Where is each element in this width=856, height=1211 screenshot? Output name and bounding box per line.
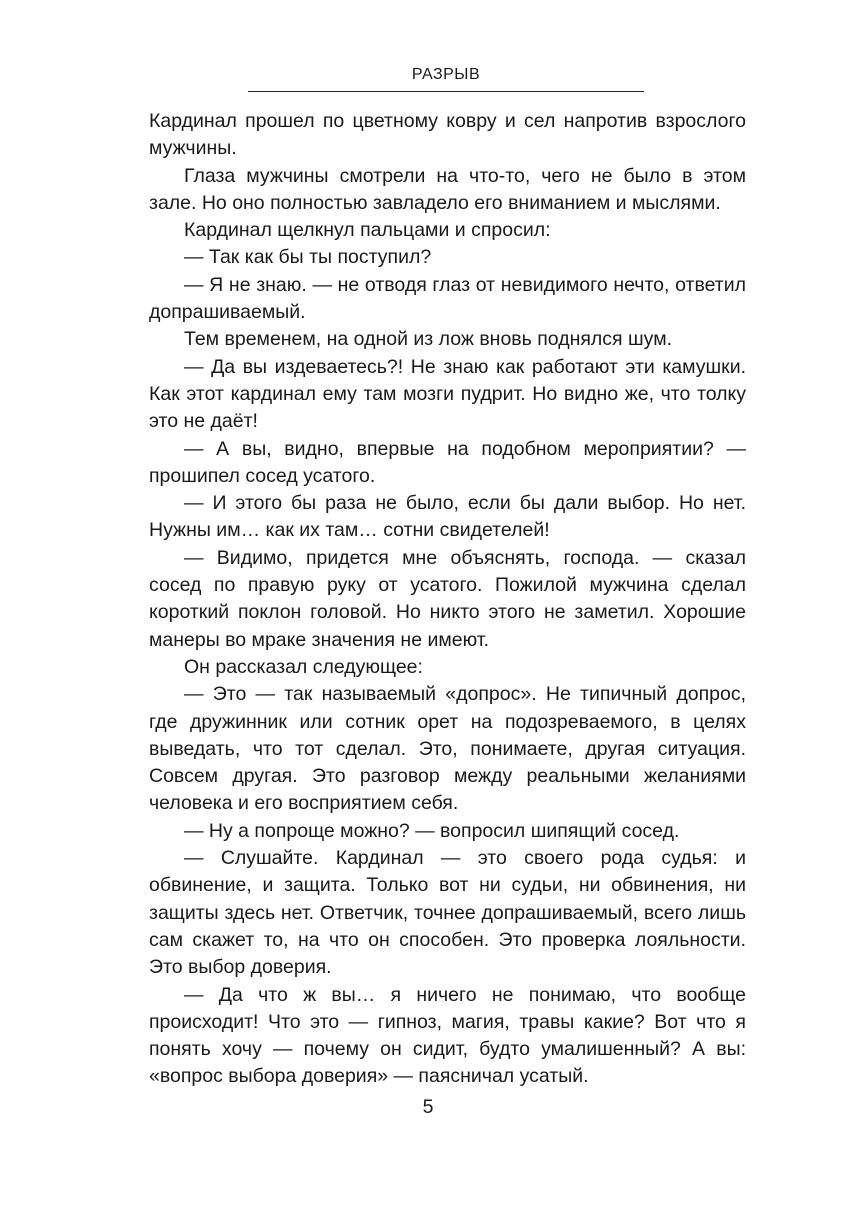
paragraph: Кардинал щелкнул пальцами и спросил: [184,219,551,242]
paragraph: — Так как бы ты поступил? [184,246,432,269]
paragraph: — Я не знаю. — не отводя глаз от невидимого нечто, ответил допрашиваемый. [149,273,746,324]
paragraph: — Слушайте. Кардинал — это своего рода судья: и обвинение, и защита. Только вот ни судьи, ни обвинения, ни защиты здесь нет. Ответчик, точнее допрашиваемый, всего лишь сам скажет то, на что он способен. Это проверка лояльности. Это выбор доверия. [149,847,746,979]
paragraph: — Ну а попроще можно? — вопросил шипящий сосед. [184,819,680,842]
paragraph: — Это — так называемый «допрос». Не типичный допрос, где дружинник или сотник орет на подозреваемого, в целях выведать, что тот сделал. Это, понимаете, другая ситуация. Совсем другая. Это разговор между реальными желаниями человека и его восприятием себя. [149,683,746,815]
paragraph: Глаза мужчины смотрели на что-то, чего не было в этом зале. Но оно полностью завладело его вниманием и мыслями. [149,164,746,214]
paragraph: — И этого бы раза не было, если бы дали выбор. Но нет. Нужны им… как их там… сотни свидетелей! [149,492,746,542]
page-number: 5 [422,1096,434,1118]
header-rule [248,91,644,92]
paragraph: Кардинал прошел по цветному ковру и сел напротив взрослого мужчины. [149,110,746,160]
paragraph: Тем временем, на одной из лож вновь поднялся шум. [184,328,673,351]
text-body [149,108,746,1091]
paragraph: — Да что ж вы… я ничего не понимаю, что вообще происходит! Что это — гипноз, магия, травы какие? Вот что я понять хочу — почему он сидит, будто умалишенный? А вы: «вопрос выбора доверия» — паясничал усатый. [149,983,746,1088]
paragraph: — А вы, видно, впервые на подобном мероприятии? — прошипел сосед усатого. [149,437,746,487]
paragraph: — Да вы издеваетесь?! Не знаю как работают эти камушки. Как этот кардинал ему там мозги пудрит. Но видно же, что толку это не даёт! [149,355,746,433]
paragraph: — Видимо, придется мне объяснять, господа. — сказал сосед по правую руку от усатого. Пожилой мужчина сделал короткий поклон головой. Но никто этого не заметил. Хорошие манеры во мраке значения не имеют. [149,546,746,651]
paragraph: Он рассказал следующее: [184,655,423,678]
running-header: РАЗРЫВ [411,66,481,83]
